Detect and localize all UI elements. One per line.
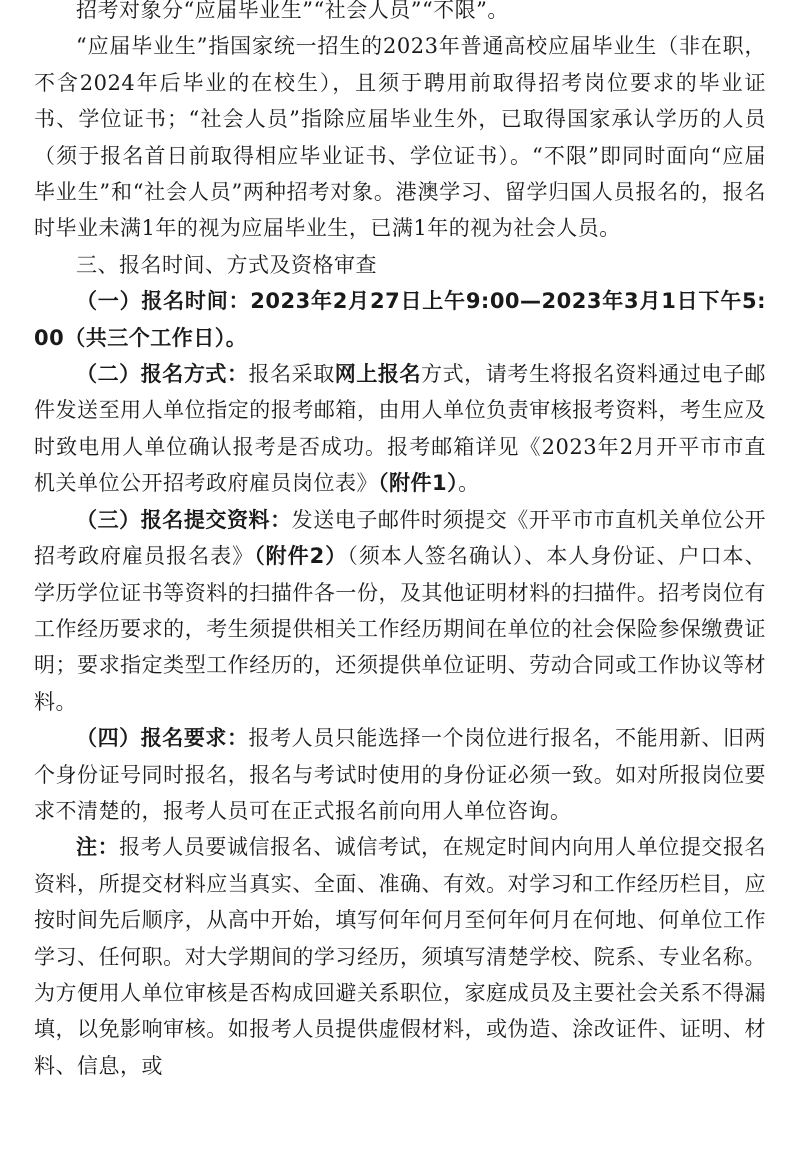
text-segment: 报考人员只能选择一个岗位进行报名，不能用新、旧两个身份证号同时报名，报名与考试时使用的身份证必须一致。如对所报岗位要求不清楚的，报考人员可在正式报名前向用人单位咨询。	[34, 726, 766, 823]
text-segment: 方式，请考生将报名资料通过电子邮件发送至用人单位指定的报考邮箱，由用人单位负责审核报考资料，考生应及时致电用人单位确认报考是否成功。报考邮箱详见《2023年2月开平市市直机关单位公开招考政府雇员岗位表》	[34, 362, 767, 496]
text-segment: “应届毕业生”指国家统一招生的2023年普通高校应届毕业生（非在职，不含2024年后毕业的在校生），且须于聘用前取得招考岗位要求的毕业证书、学位证书；“社会人员”指除应届毕业生外，已取得国家承认学历的人员（须于报名首日前取得相应毕业证书、学位证书）。“不限”即同时面向“应届毕业生”和“社会人员”两种招考对象。港澳学习、留学归国人员报名的，报名时毕业未满1年的视为应届毕业生，已满1年的视为社会人员。	[34, 34, 766, 241]
text-segment: 报考人员要诚信报名、诚信考试，在规定时间内向用人单位提交报名资料，所提交材料应当真实、全面、准确、有效。对学习和工作经历栏目，应按时间先后顺序，从高中开始，填写何年何月至何年何月在何地、何单位工作学习、任何职。对大学期间的学习经历，须填写清楚学校、院系、专业名称。为方便用人单位审核是否构成回避关系职位，家庭成员及主要社会关系不得漏填，以免影响审核。如报考人员提供虚假材料，或伪造、涂改证件、证明、材料、信息，或	[34, 835, 767, 1078]
para-submission-materials	[34, 502, 766, 720]
para-registration-time	[34, 283, 766, 356]
bold-text-segment: （三）报名提交资料：	[76, 507, 292, 532]
bold-text-segment: （附件1）	[378, 471, 459, 496]
para-definitions	[34, 28, 766, 246]
bold-text-segment: 注：	[76, 835, 120, 860]
para-registration-requirements	[34, 720, 766, 829]
para-target-categories	[34, 0, 766, 28]
bold-text-segment: （二）报名方式：	[76, 362, 249, 387]
text-segment: 发送电子邮件时须提交《开平市市直机关单位公开招考政府雇员报名表》	[34, 507, 767, 569]
bold-text-segment: （附件2）	[254, 544, 348, 569]
text-segment: 。	[458, 471, 480, 496]
heading-text: 三、报名时间、方式及资格审查	[76, 252, 377, 277]
text-segment: （须本人签名确认）、本人身份证、户口本、学历学位证书等资料的扫描件各一份，及其他证明材料的扫描件。招考岗位有工作经历要求的，考生须提供相关工作经历期间在单位的社会保险参保缴费证明；要求指定类型工作经历的，还须提供单位证明、劳动合同或工作协议等材料。	[34, 544, 766, 714]
section-heading-3	[34, 247, 766, 283]
bold-text-segment: （一）报名时间：2023年2月27日上午9:00—2023年3月1日下午5:00（共三个工作日）。	[34, 289, 766, 350]
text-segment: 报名采取	[248, 362, 335, 387]
para-note	[34, 829, 766, 1084]
bold-text-segment: 网上报名	[334, 362, 422, 387]
bold-text-segment: （四）报名要求：	[76, 726, 249, 751]
text-segment: 招考对象分“应届毕业生”“社会人员”“不限”。	[76, 0, 509, 22]
para-registration-method	[34, 356, 766, 502]
